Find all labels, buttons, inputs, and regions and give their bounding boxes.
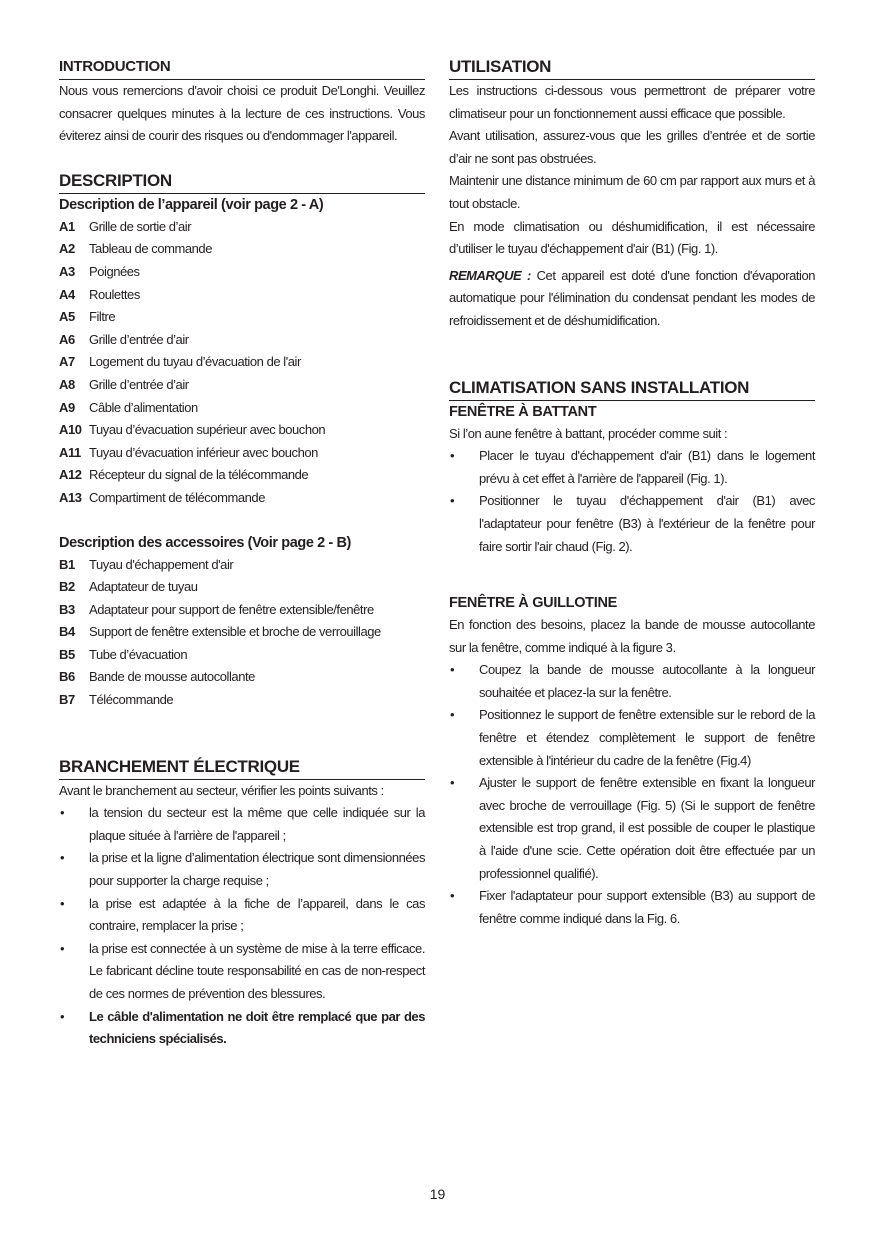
list-item [449, 490, 815, 558]
utilisation-paragraph: Les instructions ci-dessous vous permettront de préparer votre climatiseur pour un fonctionnement aussi efficace que possible. [449, 83, 815, 121]
electrical-connection-heading: BRANCHEMENT ÉLECTRIQUE [59, 756, 425, 780]
item-label: Logement du tuyau d’évacuation de l'air [89, 354, 301, 370]
sash-window-heading: FENÊTRE À GUILLOTINE [449, 595, 618, 612]
bullet-marker: • [450, 493, 455, 509]
item-label: Câble d’alimentation [89, 399, 198, 415]
note-paragraph [449, 265, 815, 333]
bullet-text: Placer le tuyau d'échappement d'air (B1) dans le logement prévu à cet effet à l'arrière de l'appareil (Fig. 1). [479, 448, 815, 486]
bullet-marker: • [60, 940, 65, 956]
bullet-marker: • [450, 448, 455, 464]
list-item [59, 284, 425, 307]
item-code: A1 [59, 218, 75, 234]
casement-window-steps [449, 445, 815, 558]
item-label: Tuyau d’évacuation inférieur avec bouchon [89, 444, 318, 460]
list-item [59, 644, 425, 667]
list-item [449, 885, 815, 930]
item-label: Roulettes [89, 286, 140, 302]
item-label: Adaptateur de tuyau [89, 579, 198, 595]
bullet-text: la tension du secteur est la même que celle indiquée sur la plaque située à l'arrière de l'appareil ; [89, 805, 425, 843]
item-code: A12 [59, 467, 82, 483]
item-label: Tuyau d'échappement d'air [89, 556, 234, 572]
electrical-intro: Avant le branchement au secteur, vérifier les points suivants : [59, 782, 384, 798]
item-label: Support de fenêtre extensible et broche de verrouillage [89, 624, 381, 640]
bullet-text: la prise est adaptée à la fiche de l’appareil, dans le cas contraire, remplacer la prise ; [89, 895, 425, 934]
list-item [59, 351, 425, 374]
item-code: A5 [59, 309, 75, 325]
item-code: A10 [59, 422, 82, 438]
sash-window-intro: En fonction des besoins, placez la bande de mousse autocollante sur la fenêtre, comme indiqué à la figure 3. [449, 617, 815, 655]
item-code: A3 [59, 263, 75, 279]
bullet-text: Ajuster le support de fenêtre extensible en fixant la longueur avec broche de verrouillage (Fig. 5) (Si le support de fenêtre extensible est trop grand, il est possible de couper le plastique à l'aide d'une scie. Cette opération doit être effectuée par un professionnel qualifié). [479, 775, 815, 881]
list-item [59, 554, 425, 577]
appliance-description-heading: Description de l’appareil (voir page 2 - A) [59, 196, 324, 213]
introduction-text: Nous vous remercions d'avoir choisi ce produit De'Longhi. Veuillez consacrer quelques minutes à la lecture de ces instructions. Vous éviterez ainsi de courir des risques ou d'endommager l'appareil. [59, 83, 425, 144]
introduction-heading: INTRODUCTION [59, 56, 425, 80]
utilisation-paragraph: Maintenir une distance minimum de 60 cm par rapport aux murs et à tout obstacle. [449, 173, 815, 211]
list-item [59, 847, 425, 892]
bullet-marker: • [450, 775, 455, 791]
appliance-parts-list [59, 216, 425, 510]
bullet-marker: • [60, 805, 65, 821]
note-label: REMARQUE : [449, 267, 531, 283]
list-item [59, 689, 425, 712]
bullet-marker: • [60, 1008, 65, 1024]
item-label: Grille d’entrée d’air [89, 376, 189, 392]
utilisation-paragraph: En mode climatisation ou déshumidification, il est nécessaire d’utiliser le tuyau d'échappement d'air (B1) (Fig. 1). [449, 218, 815, 257]
list-item [59, 442, 425, 465]
bullet-text: la prise et la ligne d’alimentation électrique sont dimensionnées pour supporter la charge requise ; [89, 850, 425, 889]
list-item [59, 329, 425, 352]
item-code: A8 [59, 376, 75, 392]
item-code: A4 [59, 286, 75, 302]
item-code: A7 [59, 354, 75, 370]
list-item [59, 397, 425, 420]
list-item [59, 621, 425, 644]
list-item [59, 666, 425, 689]
list-item [449, 445, 815, 490]
bullet-marker: • [450, 707, 455, 723]
item-code: B1 [59, 556, 75, 572]
utilisation-heading: UTILISATION [449, 56, 815, 80]
bullet-text: la prise est connectée à un système de mise à la terre efficace. Le fabricant décline toute responsabilité en cas de non-respect de ces normes de prévention des blessures. [89, 940, 425, 1001]
item-label: Tableau de commande [89, 241, 212, 257]
item-label: Bande de mousse autocollante [89, 669, 255, 685]
note-text: Cet appareil est doté d'une fonction d'évaporation automatique pour l'élimination du condensat pendant les modes de refroidissement et de déshumidification. [449, 267, 816, 328]
list-item [59, 216, 425, 239]
description-heading: DESCRIPTION [59, 170, 425, 194]
list-item [59, 802, 425, 847]
bullet-marker: • [60, 895, 65, 911]
item-code: A11 [59, 444, 81, 460]
warning-list-item [59, 1006, 425, 1051]
item-code: B5 [59, 646, 75, 662]
list-item [59, 238, 425, 261]
item-code: A6 [59, 331, 75, 347]
item-label: Poignées [89, 263, 140, 279]
list-item [59, 938, 425, 1006]
list-item [449, 772, 815, 885]
item-code: B3 [59, 601, 75, 617]
warning-text: Le câble d'alimentation ne doit être remplacé que par des techniciens spécialisés. [89, 1008, 425, 1047]
item-code: B2 [59, 579, 75, 595]
list-item [59, 599, 425, 622]
item-code: A13 [59, 489, 82, 505]
bullet-marker: • [450, 888, 455, 904]
item-code: B4 [59, 624, 75, 640]
bullet-text: Fixer l'adaptateur pour support extensible (B3) au support de fenêtre comme indiqué dans la Fig. 6. [479, 888, 815, 926]
electrical-checklist [59, 802, 425, 1051]
list-item [59, 306, 425, 329]
right-column [449, 56, 815, 930]
list-item [449, 659, 815, 704]
casement-window-heading: FENÊTRE À BATTANT [449, 403, 597, 420]
item-label: Grille de sortie d’air [89, 218, 192, 234]
item-code: A9 [59, 399, 75, 415]
bullet-marker: • [60, 850, 65, 866]
bullet-marker: • [450, 662, 455, 678]
item-label: Filtre [89, 309, 116, 325]
accessories-description-heading: Description des accessoires (Voir page 2 - B) [59, 534, 351, 551]
list-item [59, 576, 425, 599]
bullet-text: Coupez la bande de mousse autocollante à la longueur souhaitée et placez-la sur la fenêtre. [479, 662, 815, 700]
item-code: B7 [59, 692, 75, 708]
list-item [59, 374, 425, 397]
item-label: Adaptateur pour support de fenêtre extensible/fenêtre [89, 601, 374, 617]
item-label: Compartiment de télécommande [89, 489, 265, 505]
item-label: Tube d’évacuation [89, 646, 188, 662]
list-item [449, 704, 815, 772]
bullet-text: Positionnez le support de fenêtre extensible sur le rebord de la fenêtre et étendez complètement le support de fenêtre extensible à l'intérieur du cadre de la fenêtre (Fig.4) [479, 707, 815, 768]
sash-window-steps [449, 659, 815, 930]
bullet-text: Positionner le tuyau d'échappement d'air (B1) avec l'adaptateur pour fenêtre (B3) à l'extérieur de la fenêtre pour faire sortir l'air chaud (Fig. 2). [479, 493, 815, 554]
item-code: B6 [59, 669, 75, 685]
item-label: Grille d’entrée d’air [89, 331, 189, 347]
utilisation-paragraph: Avant utilisation, assurez-vous que les grilles d’entrée et de sortie d’air ne sont pas obstruées. [449, 128, 815, 166]
list-item [59, 893, 425, 938]
item-label: Télécommande [89, 692, 174, 708]
item-code: A2 [59, 241, 75, 257]
casement-window-intro: Si l’on aune fenêtre à battant, procéder comme suit : [449, 425, 728, 441]
accessories-list [59, 554, 425, 712]
list-item [59, 464, 425, 487]
item-label: Tuyau d’évacuation supérieur avec bouchon [89, 422, 326, 438]
item-label: Récepteur du signal de la télécommande [89, 467, 309, 483]
list-item [59, 419, 425, 442]
page-number: 19 [429, 1186, 446, 1202]
climatisation-heading: CLIMATISATION SANS INSTALLATION [449, 377, 815, 401]
list-item [59, 261, 425, 284]
list-item [59, 487, 425, 510]
left-column [59, 56, 425, 1051]
